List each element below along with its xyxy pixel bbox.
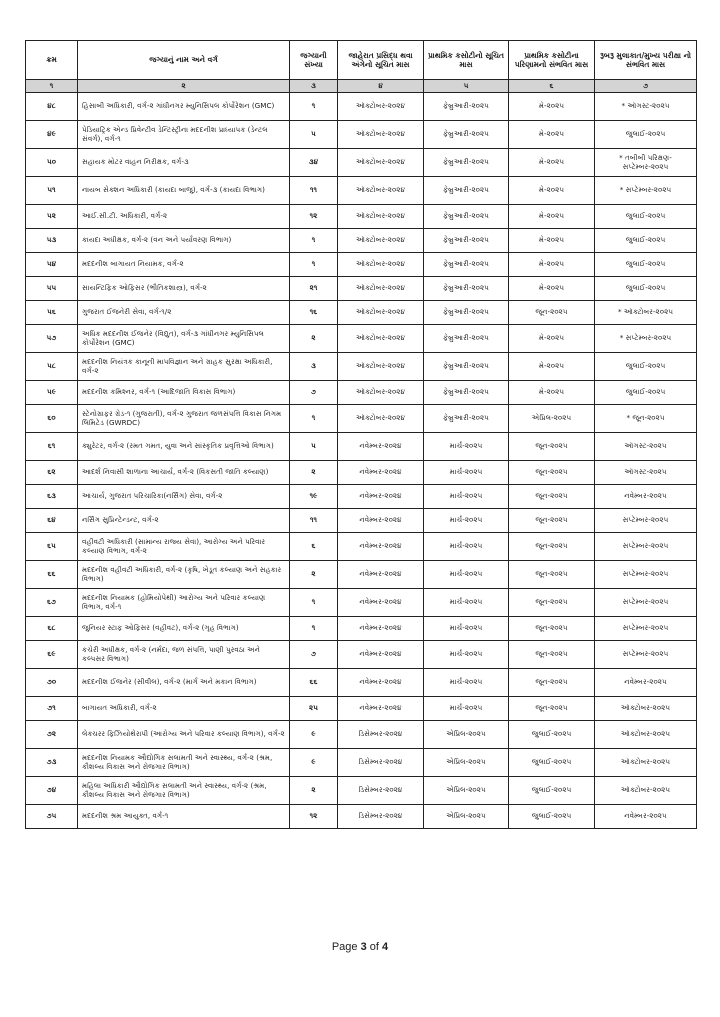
interview-month: જુલાઈ-૨૦૨૫ <box>595 381 697 405</box>
advertisement-month: નવેમ્બર-૨૦૨૪ <box>338 533 424 561</box>
result-month: મે-૨૦૨૫ <box>509 229 595 253</box>
interview-month: ઑગસ્ટ-૨૦૨૫ <box>595 461 697 485</box>
post-name: હિસાબી અધિકારી, વર્ગ-૨ ગાંધીનગર મ્યુનિસિપલ કોર્પોરેશન (GMC) <box>78 93 290 121</box>
prelim-month: માર્ચ-૨૦૨૫ <box>424 669 509 697</box>
row-number: ૫૪ <box>26 253 78 277</box>
table-row <box>26 589 697 617</box>
advertisement-month: ઑક્ટોબર-૨૦૨૪ <box>338 325 424 353</box>
interview-month: નવેમ્બર-૨૦૨૫ <box>595 669 697 697</box>
row-number: ૬૦ <box>26 405 78 433</box>
post-name: નાયબ સેક્શન અધિકારી (કાયદા બાજુ), વર્ગ-૩ (કાયદા વિભાગ) <box>78 177 290 205</box>
post-name: આદર્શ નિવાસી શાળાના આચાર્ય, વર્ગ-૨ (વિકસતી જાતિ કલ્યાણ) <box>78 461 290 485</box>
result-month: જૂન-૨૦૨૫ <box>509 301 595 325</box>
header-advertisement-month: જાહેરાત પ્રસિદ્ધ થવા અંગેનો સૂચિત માસ <box>338 41 424 80</box>
post-count: ૧૨ <box>290 205 338 229</box>
row-number: ૫૨ <box>26 205 78 229</box>
post-count: ૨ <box>290 561 338 589</box>
prelim-month: ફેબ્રુઆરી-૨૦૨૫ <box>424 301 509 325</box>
row-number: ૭૪ <box>26 777 78 805</box>
table-row <box>26 697 697 721</box>
table-row <box>26 485 697 509</box>
post-name: મદદનીશ ઈજનેર (સીવીલ), વર્ગ-૨ (માર્ગ અને મકાન વિભાગ) <box>78 669 290 697</box>
post-name: સ્ટેનોગ્રાફર ગ્રેડ-૧ (ગુજરાતી), વર્ગ-૨ ગુજરાત જળસંપત્તિ વિકાસ નિગમ લિમિટેડ (GWRDC) <box>78 405 290 433</box>
interview-month: જુલાઈ-૨૦૨૫ <box>595 277 697 301</box>
post-count: ૯ <box>290 749 338 777</box>
prelim-month: માર્ચ-૨૦૨૫ <box>424 533 509 561</box>
prelim-month: માર્ચ-૨૦૨૫ <box>424 433 509 461</box>
result-month: મે-૨૦૨૫ <box>509 177 595 205</box>
post-name: ગુજરાત ઈજનેરી સેવા, વર્ગ-૧/૨ <box>78 301 290 325</box>
interview-month: જુલાઈ-૨૦૨૫ <box>595 353 697 381</box>
interview-month: જુલાઈ-૨૦૨૫ <box>595 121 697 149</box>
table-row <box>26 669 697 697</box>
table-row <box>26 617 697 641</box>
prelim-month: ફેબ્રુઆરી-૨૦૨૫ <box>424 253 509 277</box>
page-label: Page <box>331 941 361 953</box>
advertisement-month: ડિસેમ્બર-૨૦૨૪ <box>338 749 424 777</box>
table-row <box>26 533 697 561</box>
post-name: ક્યુરેટર, વર્ગ-૨ (રમત ગમત, યુવા અને સાંસ્કૃતિક પ્રવૃત્તિઓ વિભાગ) <box>78 433 290 461</box>
table-row <box>26 229 697 253</box>
post-name: મદદનીશ વહીવટી અધિકારી, વર્ગ-૨ (કૃષિ, ખેડૂત કલ્યાણ અને સહકાર વિભાગ) <box>78 561 290 589</box>
prelim-month: ફેબ્રુઆરી-૨૦૨૫ <box>424 177 509 205</box>
row-number: ૬૭ <box>26 589 78 617</box>
advertisement-month: ઑક્ટોબર-૨૦૨૪ <box>338 121 424 149</box>
result-month: જૂન-૨૦૨૫ <box>509 641 595 669</box>
advertisement-month: નવેમ્બર-૨૦૨૪ <box>338 485 424 509</box>
interview-month: સપ્ટેમ્બર-૨૦૨૫ <box>595 589 697 617</box>
post-name: વહીવટી અધિકારી (સામાન્ય રાજ્ય સેવા), આરોગ્ય અને પરિવાર કલ્યાણ વિભાગ, વર્ગ-૨ <box>78 533 290 561</box>
advertisement-month: નવેમ્બર-૨૦૨૪ <box>338 697 424 721</box>
row-number: ૫૦ <box>26 149 78 177</box>
prelim-month: ફેબ્રુઆરી-૨૦૨૫ <box>424 381 509 405</box>
interview-month: નવેમ્બર-૨૦૨૫ <box>595 805 697 829</box>
page-total: 4 <box>382 941 389 953</box>
post-name: મદદનીશ કમિશ્નર, વર્ગ-૧ (આદિજાતિ વિકાસ વિભાગ) <box>78 381 290 405</box>
interview-month: * તબીબી પરિક્ષણ- સપ્ટેમ્બર-૨૦૨૫ <box>595 149 697 177</box>
interview-month: સપ્ટેમ્બર-૨૦૨૫ <box>595 533 697 561</box>
interview-month: જુલાઈ-૨૦૨૫ <box>595 229 697 253</box>
prelim-month: ફેબ્રુઆરી-૨૦૨૫ <box>424 353 509 381</box>
post-name: સાયન્ટિફિક ઓફિસર (ભૌતિકશાસ્ત્ર), વર્ગ-૨ <box>78 277 290 301</box>
prelim-month: માર્ચ-૨૦૨૫ <box>424 461 509 485</box>
advertisement-month: ઑક્ટોબર-૨૦૨૪ <box>338 177 424 205</box>
post-count: ૨ <box>290 461 338 485</box>
post-count: ૧ <box>290 229 338 253</box>
table-header <box>26 41 697 93</box>
result-month: જુલાઈ-૨૦૨૫ <box>509 805 595 829</box>
row-number: ૭૨ <box>26 721 78 749</box>
table-row <box>26 93 697 121</box>
table-row <box>26 177 697 205</box>
row-number: ૭૦ <box>26 669 78 697</box>
advertisement-month: ઑક્ટોબર-૨૦૨૪ <box>338 93 424 121</box>
result-month: એપ્રિલ-૨૦૨૫ <box>509 405 595 433</box>
row-number: ૪૯ <box>26 121 78 149</box>
post-count: ૧૯ <box>290 485 338 509</box>
post-count: ૧ <box>290 253 338 277</box>
post-name: મહિલા અધિકારી ઔદ્યોગિક સલામતી અને સ્વાસ્થ્ય, વર્ગ-૨ (શ્રમ, કૌશલ્ય વિકાસ અને રોજગાર વિભાગ) <box>78 777 290 805</box>
table-row <box>26 461 697 485</box>
prelim-month: ફેબ્રુઆરી-૨૦૨૫ <box>424 325 509 353</box>
column-index: ૧ <box>26 80 78 93</box>
row-number: ૬૧ <box>26 433 78 461</box>
interview-month: ઑક્ટોબર-૨૦૨૫ <box>595 721 697 749</box>
interview-month: ઑગસ્ટ-૨૦૨૫ <box>595 433 697 461</box>
result-month: મે-૨૦૨૫ <box>509 353 595 381</box>
row-number: ૫૮ <box>26 353 78 381</box>
row-number: ૬૨ <box>26 461 78 485</box>
page-footer <box>0 941 720 953</box>
post-count: ૧ <box>290 589 338 617</box>
result-month: જૂન-૨૦૨૫ <box>509 697 595 721</box>
table-row <box>26 301 697 325</box>
result-month: મે-૨૦૨૫ <box>509 205 595 229</box>
result-month: મે-૨૦૨૫ <box>509 381 595 405</box>
post-count: ૯ <box>290 721 338 749</box>
header-interview-month: રૂબરૂ મુલાકાત/મુખ્ય પરીક્ષા નો સંભવિત માસ <box>595 41 697 80</box>
row-number: ૭૩ <box>26 749 78 777</box>
post-name: મદદનીશ નિયામક ઔદ્યોગિક સલામતી અને સ્વાસ્થ્ય, વર્ગ-૨ (શ્રમ, કૌશલ્ય વિકાસ અને રોજગાર વિભાગ) <box>78 749 290 777</box>
result-month: જૂન-૨૦૨૫ <box>509 509 595 533</box>
row-number: ૭૧ <box>26 697 78 721</box>
advertisement-month: નવેમ્બર-૨૦૨૪ <box>338 461 424 485</box>
advertisement-month: નવેમ્બર-૨૦૨૪ <box>338 617 424 641</box>
post-count: ૨૫ <box>290 697 338 721</box>
post-name: સહાયક મોટર વાહન નિરીક્ષક, વર્ગ-૩ <box>78 149 290 177</box>
table-row <box>26 805 697 829</box>
result-month: જુલાઈ-૨૦૨૫ <box>509 721 595 749</box>
prelim-month: એપ્રિલ-૨૦૨૫ <box>424 749 509 777</box>
prelim-month: માર્ચ-૨૦૨૫ <box>424 641 509 669</box>
post-name: નર્સિંગ સુપ્રિન્ટેન્ડન્ટ, વર્ગ-૨ <box>78 509 290 533</box>
table-row <box>26 149 697 177</box>
table-row <box>26 121 697 149</box>
post-count: ૩૪ <box>290 149 338 177</box>
post-name: પેડિયાટ્રિક એન્ડ પ્રિવેન્ટીવ ડેન્ટિસ્ટ્રીના મદદનીશ પ્રાધ્યાપક (ડેન્ટલ સંવર્ગ), વર્ગ-૧ <box>78 121 290 149</box>
column-index: ૩ <box>290 80 338 93</box>
advertisement-month: નવેમ્બર-૨૦૨૪ <box>338 433 424 461</box>
advertisement-month: નવેમ્બર-૨૦૨૪ <box>338 641 424 669</box>
post-count: ૬ <box>290 533 338 561</box>
post-name: કાયદા અધીક્ષક, વર્ગ-૨ (વન અને પર્યાવરણ વિભાગ) <box>78 229 290 253</box>
post-count: ૩ <box>290 353 338 381</box>
interview-month: * સપ્ટેમ્બર-૨૦૨૫ <box>595 177 697 205</box>
table-row <box>26 721 697 749</box>
advertisement-month: નવેમ્બર-૨૦૨૪ <box>338 509 424 533</box>
prelim-month: માર્ચ-૨૦૨૫ <box>424 589 509 617</box>
prelim-month: માર્ચ-૨૦૨૫ <box>424 485 509 509</box>
result-month: જૂન-૨૦૨૫ <box>509 461 595 485</box>
table-row <box>26 777 697 805</box>
post-count: ૧ <box>290 617 338 641</box>
row-number: ૫૬ <box>26 301 78 325</box>
prelim-month: ફેબ્રુઆરી-૨૦૨૫ <box>424 121 509 149</box>
interview-month: નવેમ્બર-૨૦૨૫ <box>595 485 697 509</box>
advertisement-month: ડિસેમ્બર-૨૦૨૪ <box>338 805 424 829</box>
post-count: ૨ <box>290 777 338 805</box>
post-name: મદદનીશ શ્રમ આયુક્ત, વર્ગ-૧ <box>78 805 290 829</box>
table-body <box>26 93 697 829</box>
interview-month: * જૂન-૨૦૨૫ <box>595 405 697 433</box>
row-number: ૬૬ <box>26 561 78 589</box>
column-index: ૨ <box>78 80 290 93</box>
post-count: ૫ <box>290 433 338 461</box>
post-count: ૬૬ <box>290 669 338 697</box>
table-row <box>26 353 697 381</box>
table-row <box>26 325 697 353</box>
interview-month: ઑક્ટોબર-૨૦૨૫ <box>595 777 697 805</box>
post-name: અધિક મદદનીશ ઈજનેર (વિદ્યુત), વર્ગ-૩ ગાંધીનગર મ્યુનિસિપલ કોર્પોરેશન (GMC) <box>78 325 290 353</box>
advertisement-month: નવેમ્બર-૨૦૨૪ <box>338 561 424 589</box>
interview-month: ઑક્ટોબર-૨૦૨૫ <box>595 749 697 777</box>
row-number: ૬૮ <box>26 617 78 641</box>
advertisement-month: ઑક્ટોબર-૨૦૨૪ <box>338 353 424 381</box>
result-month: મે-૨૦૨૫ <box>509 277 595 301</box>
prelim-month: ફેબ્રુઆરી-૨૦૨૫ <box>424 205 509 229</box>
advertisement-month: ડિસેમ્બર-૨૦૨૪ <box>338 721 424 749</box>
table-row <box>26 405 697 433</box>
row-number: ૬૯ <box>26 641 78 669</box>
result-month: જૂન-૨૦૨૫ <box>509 485 595 509</box>
column-index: ૪ <box>338 80 424 93</box>
header-serial: ક્રમ <box>26 41 78 80</box>
result-month: મે-૨૦૨૫ <box>509 93 595 121</box>
advertisement-month: ડિસેમ્બર-૨૦૨૪ <box>338 777 424 805</box>
post-count: ૧૧ <box>290 509 338 533</box>
prelim-month: માર્ચ-૨૦૨૫ <box>424 697 509 721</box>
post-count: ૧૬ <box>290 301 338 325</box>
table-row <box>26 253 697 277</box>
row-number: ૫૩ <box>26 229 78 253</box>
column-index: ૬ <box>509 80 595 93</box>
table-row <box>26 509 697 533</box>
advertisement-month: ઑક્ટોબર-૨૦૨૪ <box>338 149 424 177</box>
row-number: ૫૯ <box>26 381 78 405</box>
advertisement-month: નવેમ્બર-૨૦૨૪ <box>338 669 424 697</box>
recruitment-schedule-table <box>25 40 697 829</box>
result-month: જૂન-૨૦૨૫ <box>509 561 595 589</box>
prelim-month: ફેબ્રુઆરી-૨૦૨૫ <box>424 93 509 121</box>
post-name: મદદનીશ બાગાયત નિયામક, વર્ગ-૨ <box>78 253 290 277</box>
table-row <box>26 561 697 589</box>
prelim-month: ફેબ્રુઆરી-૨૦૨૫ <box>424 229 509 253</box>
table-row <box>26 641 697 669</box>
table-row <box>26 381 697 405</box>
result-month: જૂન-૨૦૨૫ <box>509 669 595 697</box>
post-name: મદદનીશ નિયંત્રક કાનૂની માપવિજ્ઞાન અને ગ્રાહક સુરક્ષા અધિકારી, વર્ગ-૨ <box>78 353 290 381</box>
prelim-month: એપ્રિલ-૨૦૨૫ <box>424 805 509 829</box>
advertisement-month: ઑક્ટોબર-૨૦૨૪ <box>338 205 424 229</box>
post-count: ૧૧ <box>290 177 338 205</box>
result-month: મે-૨૦૨૫ <box>509 149 595 177</box>
advertisement-month: ઑક્ટોબર-૨૦૨૪ <box>338 229 424 253</box>
result-month: જુલાઈ-૨૦૨૫ <box>509 777 595 805</box>
row-number: ૪૮ <box>26 93 78 121</box>
page-of-label: of <box>366 941 383 953</box>
result-month: જુલાઈ-૨૦૨૫ <box>509 749 595 777</box>
header-result-month: પ્રાથમિક કસોટીના પરિણામનો સંભવિત માસ <box>509 41 595 80</box>
post-count: ૭ <box>290 641 338 669</box>
interview-month: સપ્ટેમ્બર-૨૦૨૫ <box>595 509 697 533</box>
row-number: ૫૭ <box>26 325 78 353</box>
interview-month: * ઑગસ્ટ-૨૦૨૫ <box>595 93 697 121</box>
post-name: કચેરી અધીક્ષક, વર્ગ-૨ (નર્મદા, જળ સંપત્તિ, પાણી પુરવઠા અને કલ્પસર વિભાગ) <box>78 641 290 669</box>
result-month: જૂન-૨૦૨૫ <box>509 533 595 561</box>
post-count: ૧ <box>290 93 338 121</box>
prelim-month: એપ્રિલ-૨૦૨૫ <box>424 721 509 749</box>
page-number: 3 <box>360 941 367 953</box>
interview-month: જુલાઈ-૨૦૨૫ <box>595 205 697 229</box>
interview-month: સપ્ટેમ્બર-૨૦૨૫ <box>595 617 697 641</box>
header-prelim-month: પ્રાથમિક કસોટીનો સૂચિત માસ <box>424 41 509 80</box>
table-row <box>26 205 697 229</box>
interview-month: ઑક્ટોબર-૨૦૨૫ <box>595 697 697 721</box>
column-index: ૭ <box>595 80 697 93</box>
row-number: ૬૪ <box>26 509 78 533</box>
post-count: ૧૨ <box>290 805 338 829</box>
advertisement-month: નવેમ્બર-૨૦૨૪ <box>338 589 424 617</box>
prelim-month: માર્ચ-૨૦૨૫ <box>424 509 509 533</box>
row-number: ૫૧ <box>26 177 78 205</box>
interview-month: જુલાઈ-૨૦૨૫ <box>595 253 697 277</box>
post-count: ૨ <box>290 325 338 353</box>
result-month: મે-૨૦૨૫ <box>509 325 595 353</box>
prelim-month: માર્ચ-૨૦૨૫ <box>424 617 509 641</box>
row-number: ૬૩ <box>26 485 78 509</box>
prelim-month: માર્ચ-૨૦૨૫ <box>424 561 509 589</box>
table-row <box>26 433 697 461</box>
post-name: આઈ.સી.ટી. અધિકારી, વર્ગ-૨ <box>78 205 290 229</box>
result-month: મે-૨૦૨૫ <box>509 121 595 149</box>
advertisement-month: ઑક્ટોબર-૨૦૨૪ <box>338 381 424 405</box>
post-count: ૭ <box>290 381 338 405</box>
advertisement-month: ઑક્ટોબર-૨૦૨૪ <box>338 253 424 277</box>
row-number: ૬૫ <box>26 533 78 561</box>
prelim-month: ફેબ્રુઆરી-૨૦૨૫ <box>424 277 509 301</box>
advertisement-month: ઑક્ટોબર-૨૦૨૪ <box>338 277 424 301</box>
result-month: મે-૨૦૨૫ <box>509 253 595 277</box>
interview-month: * ઑક્ટોબર-૨૦૨૫ <box>595 301 697 325</box>
interview-month: સપ્ટેમ્બર-૨૦૨૫ <box>595 561 697 589</box>
prelim-month: એપ્રિલ-૨૦૨૫ <box>424 777 509 805</box>
row-number: ૭૫ <box>26 805 78 829</box>
post-count: ૫ <box>290 121 338 149</box>
advertisement-month: ઑક્ટોબર-૨૦૨૪ <box>338 301 424 325</box>
prelim-month: ફેબ્રુઆરી-૨૦૨૫ <box>424 405 509 433</box>
post-count: ૨૧ <box>290 277 338 301</box>
result-month: જૂન-૨૦૨૫ <box>509 433 595 461</box>
column-index: ૫ <box>424 80 509 93</box>
row-number: ૫૫ <box>26 277 78 301</box>
post-name: મદદનીશ નિયામક (હોમિયોપેથી) આરોગ્ય અને પરિવાર કલ્યાણ વિભાગ, વર્ગ-૧ <box>78 589 290 617</box>
post-name: લેક્ચરર ફિઝિયોથેરાપી (આરોગ્ય અને પરિવાર કલ્યાણ વિભાગ), વર્ગ-૨ <box>78 721 290 749</box>
table-row <box>26 277 697 301</box>
header-post-name: જગ્યાનું નામ અને વર્ગ <box>78 41 290 80</box>
result-month: જૂન-૨૦૨૫ <box>509 617 595 641</box>
prelim-month: ફેબ્રુઆરી-૨૦૨૫ <box>424 149 509 177</box>
post-count: ૧ <box>290 405 338 433</box>
interview-month: સપ્ટેમ્બર-૨૦૨૫ <box>595 641 697 669</box>
result-month: જૂન-૨૦૨૫ <box>509 589 595 617</box>
table-row <box>26 749 697 777</box>
advertisement-month: ઑક્ટોબર-૨૦૨૪ <box>338 405 424 433</box>
schedule-sheet <box>25 40 696 829</box>
header-post-count: જગ્યાની સંખ્યા <box>290 41 338 80</box>
post-name: આચાર્ય, ગુજરાત પરિચારિકા(નર્સિંગ) સેવા, વર્ગ-૨ <box>78 485 290 509</box>
header-row <box>26 41 697 80</box>
post-name: જુનિયર સ્ટાફ ઓફિસર (વહીવટ), વર્ગ-૨ (ગૃહ વિભાગ) <box>78 617 290 641</box>
interview-month: * સપ્ટેમ્બર-૨૦૨૫ <box>595 325 697 353</box>
post-name: બાગાયત અધિકારી, વર્ગ-૨ <box>78 697 290 721</box>
column-index-row <box>26 80 697 93</box>
